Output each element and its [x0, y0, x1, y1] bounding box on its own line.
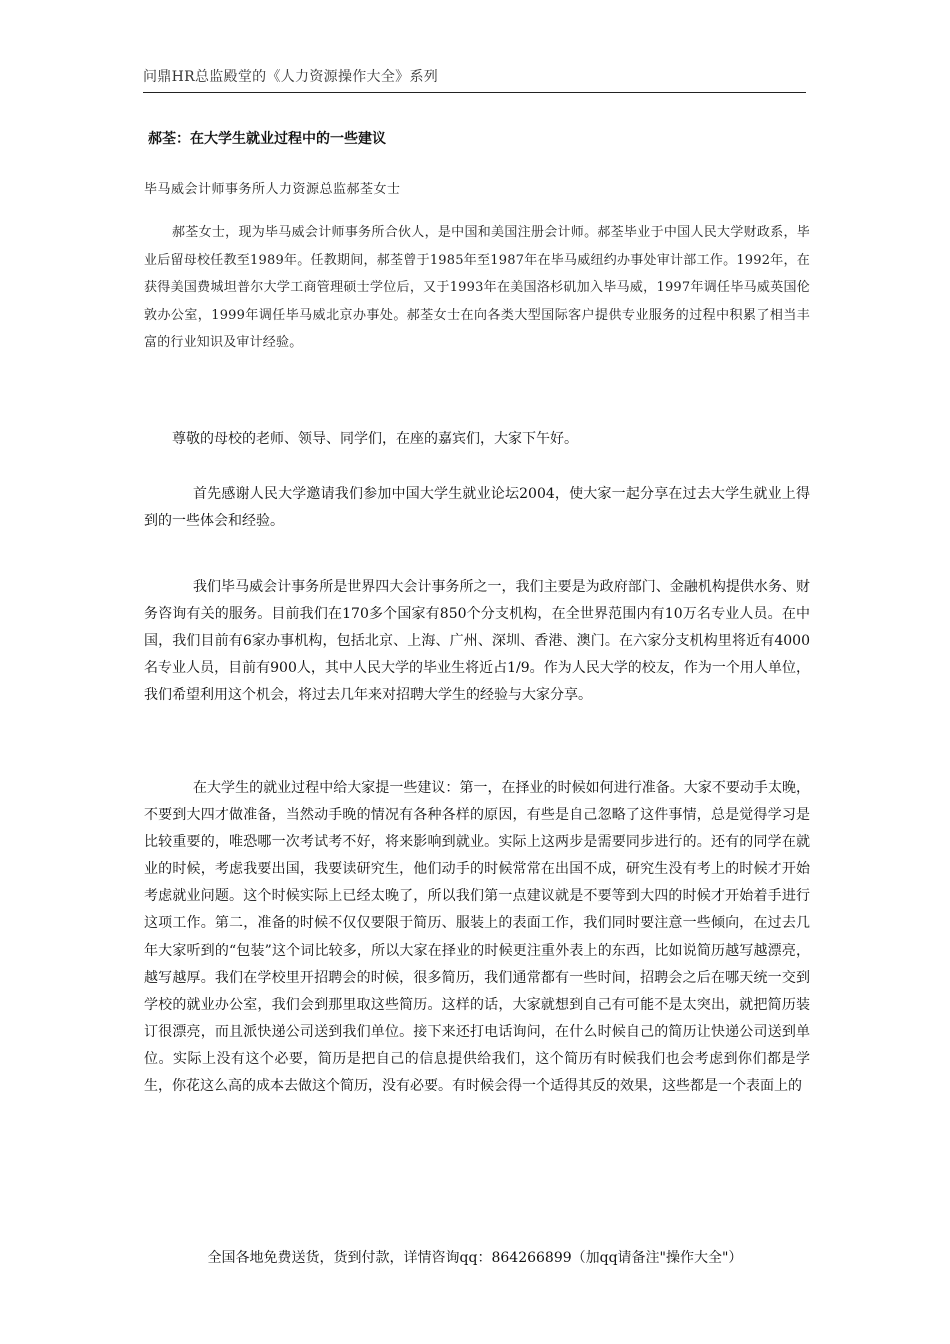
body-paragraph-3: 在大学生的就业过程中给大家提一些建议：第一，在择业的时候如何进行准备。大家不要动手太晚，不要到大四才做准备，当然动手晚的情况有各种各样的原因，有些是自己忽略了这件事情，总是觉得学习是比较重要的，唯恐哪一次考试考不好，将来影响到就业。实际上这两步是需要同步进行的。还有的同学在就业的时候，考虑我要出国，我要读研究生，他们动手的时候常常在出国不成，研究生没有考上的时候才开始考虑就业问题。这个时候实际上已经太晚了，所以我们第一点建议就是不要等到大四的时候才开始着手进行这项工作。第二，准备的时候不仅仅要限于简历、服装上的表面工作，我们同时要注意一些倾向，在过去几年大家听到的“包装”这个词比较多，所以大家在择业的时候更注重外表上的东西，比如说简历越写越漂亮，越写越厚。我们在学校里开招聘会的时候，很多简历，我们通常都有一些时间，招聘会之后在哪天统一交到学校的就业办公室，我们会到那里取这些简历。这样的话，大家就想到自己有可能不是太突出，就把简历装订很漂亮，而且派快递公司送到我们单位。接下来还打电话询问，在什么时候自己的简历让快递公司送到单位。实际上没有这个必要，简历是把自己的信息提供给我们，这个简历有时候我们也会考虑到你们都是学生，你花这么高的成本去做这个简历，没有必要。有时候会得一个适得其反的效果，这些都是一个表面上的: [144, 780, 810, 1095]
page-footer: 全国各地免费送货，货到付款，详情咨询qq：864266899（加qq请备注"操作大全"）: [207, 1250, 743, 1266]
page-header: 问鼎HR总监殿堂的《人力资源操作大全》系列: [143, 66, 806, 93]
greeting-paragraph: 尊敬的母校的老师、领导、同学们，在座的嘉宾们，大家下午好。: [172, 431, 578, 447]
body-paragraph-2: 我们毕马威会计事务所是世界四大会计事务所之一，我们主要是为政府部门、金融机构提供水务、财务咨询有关的服务。目前我们在170多个国家有850个分支机构，在全世界范围内有10万名专业人员。在中国，我们目前有6家办事机构，包括北京、上海、广州、深圳、香港、澳门。在六家分支机构里将近有4000名专业人员，目前有900人，其中人民大学的毕业生将近占1/9。作为人民大学的校友，作为一个用人单位，我们希望利用这个机会，将过去几年来对招聘大学生的经验与大家分享。: [144, 579, 810, 704]
article-title: 郝荃：在大学生就业过程中的一些建议: [148, 131, 386, 147]
author-intro-paragraph: 郝荃女士，现为毕马威会计师事务所合伙人，是中国和美国注册会计师。郝荃毕业于中国人民大学财政系，毕业后留母校任教至1989年。任教期间，郝荃曾于1985年至1987年在毕马威纽约办事处审计部工作。1992年，在获得美国费城坦普尔大学工商管理硕士学位后，又于1993年在美国洛杉矶加入毕马威，1997年调任毕马威英国伦敦办公室，1999年调任毕马威北京办事处。郝荃女士在向各类大型国际客户提供专业服务的过程中积累了相当丰富的行业知识及审计经验。: [144, 225, 810, 351]
body-paragraph-1: 首先感谢人民大学邀请我们参加中国大学生就业论坛2004，使大家一起分享在过去大学生就业上得到的一些体会和经验。: [144, 486, 810, 530]
article-subtitle: 毕马威会计师事务所人力资源总监郝荃女士: [144, 182, 401, 197]
